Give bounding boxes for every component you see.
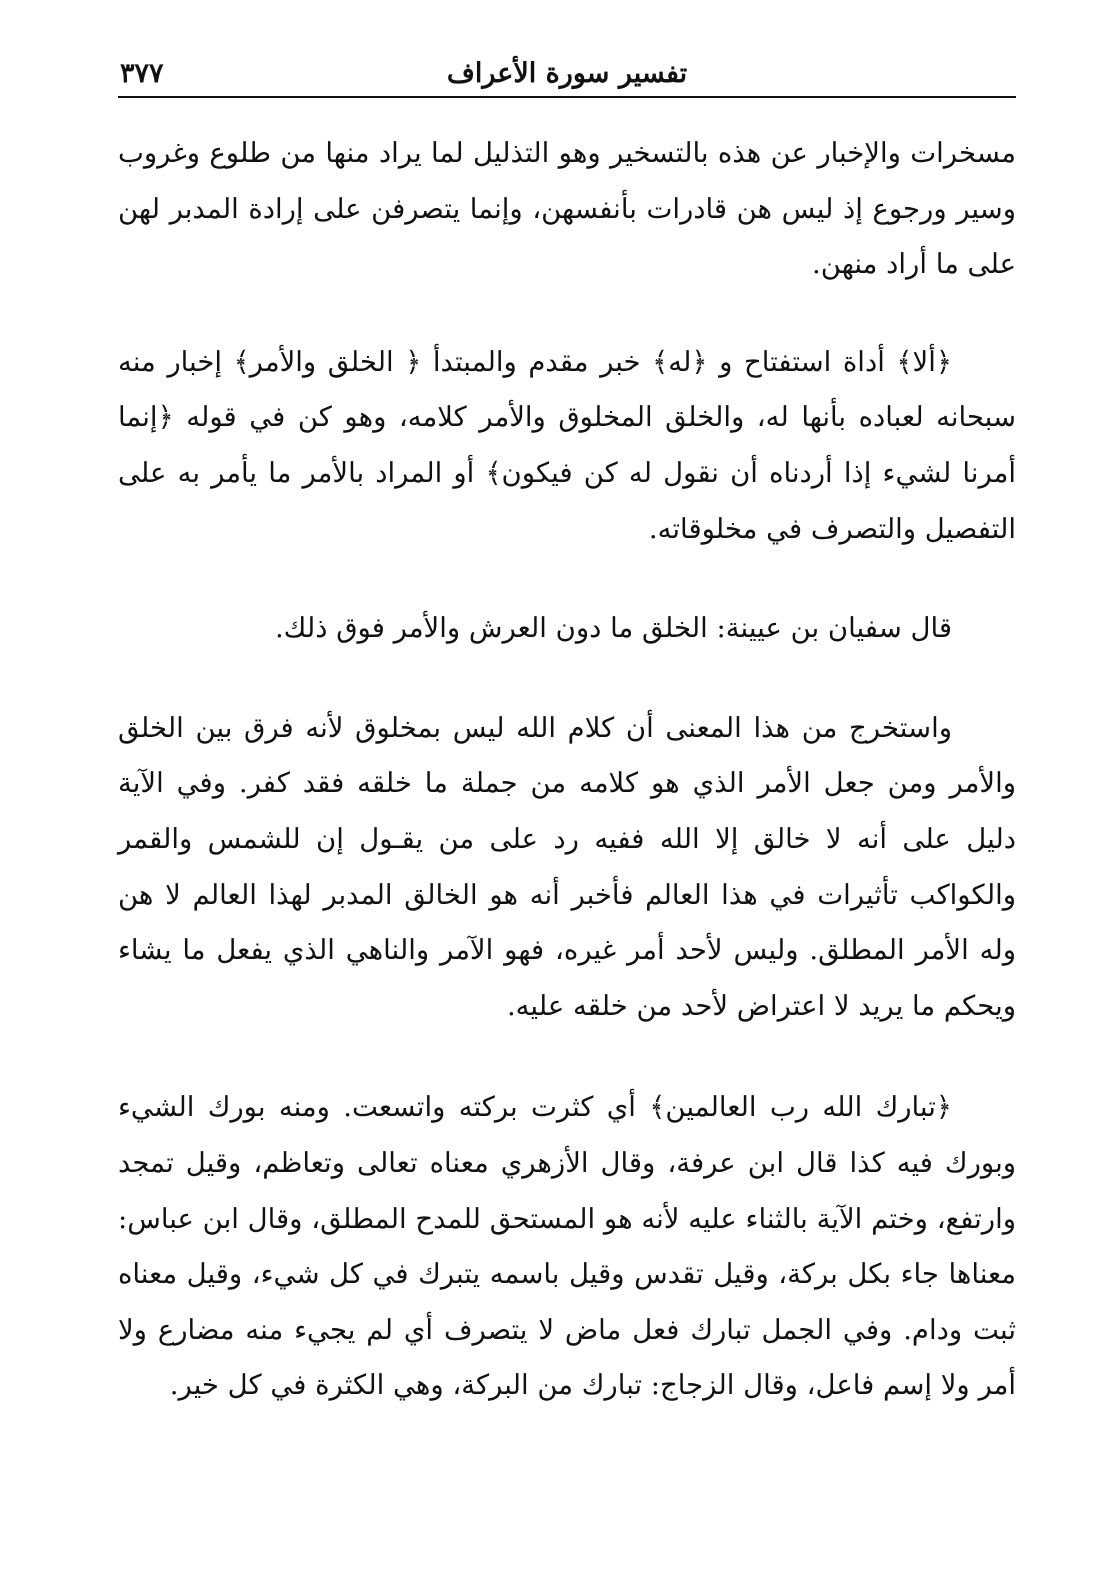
paragraph-3: قال سفيان بن عيينة: الخلق ما دون العرش والأمر فوق ذلك. [274,612,952,645]
page-number: ٣٧٧ [120,58,164,89]
page-header [118,56,1016,98]
paragraph-2: ﴿ألا﴾ أداة استفتاح و ﴿له﴾ خبر مقدم والمبتدأ ﴿ الخلق والأمر﴾ إخبار منه سبحانه لعباده بأنها له، والخلق المخلوق والأمر كلامه، وهو كن في قوله ﴿إنما أمرنا لشيء إذا أردناه أن نقول له كن فيكون﴾ أو المراد بالأمر ما يأمر به على التفصيل والتصرف في مخلوقاته. [118,345,1016,545]
paragraph-4: واستخرج من هذا المعنى أن كلام الله ليس بمخلوق لأنه فرق بين الخلق والأمر ومن جعل الأمر الذي هو كلامه من جملة ما خلقه فقد كفر. وفي الآية دليل على أنه لا خالق إلا الله ففيه رد على من يقـول إن للشمس والقمر والكواكب تأثيرات في هذا العالم فأخبر أنه هو الخالق المدبر لهذا العالم لا هن وله الأمر المطلق. وليس لأحد أمر غيره، فهو الآمر والناهي الذي يفعل ما يشاء ويحكم ما يريد لا اعتراض لأحد من خلقه عليه. [118,711,1016,1022]
paragraph-1: مسخرات والإخبار عن هذه بالتسخير وهو التذليل لما يراد منها من طلوع وغروب وسير ورجوع إذ ليس هن قادرات بأنفسهن، وإنما يتصرفن على إرادة المدبر لهن على ما أراد منهن. [118,137,1016,281]
paragraph-5: ﴿تبارك الله رب العالمين﴾ أي كثرت بركته واتسعت. ومنه بورك الشيء وبورك فيه كذا قال ابن عرفة، وقال الأزهري معناه تعالى وتعاظم، وقيل تمجد وارتفع، وختم الآية بالثناء عليه لأنه هو المستحق للمدح المطلق، وقال ابن عباس: معناها جاء بكل بركة، وقيل تقدس وقيل باسمه يتبرك في كل شيء، وقيل معناه ثبت ودام. وفي الجمل تبارك فعل ماض لا يتصرف أي لم يجيء منه مضارع ولا أمر ولا إسم فاعل، وقال الزجاج: تبارك من البركة، وهي الكثرة في كل خير. [118,1091,1016,1402]
page-body [118,126,1016,1414]
running-title: تفسير سورة الأعراف [446,58,688,89]
